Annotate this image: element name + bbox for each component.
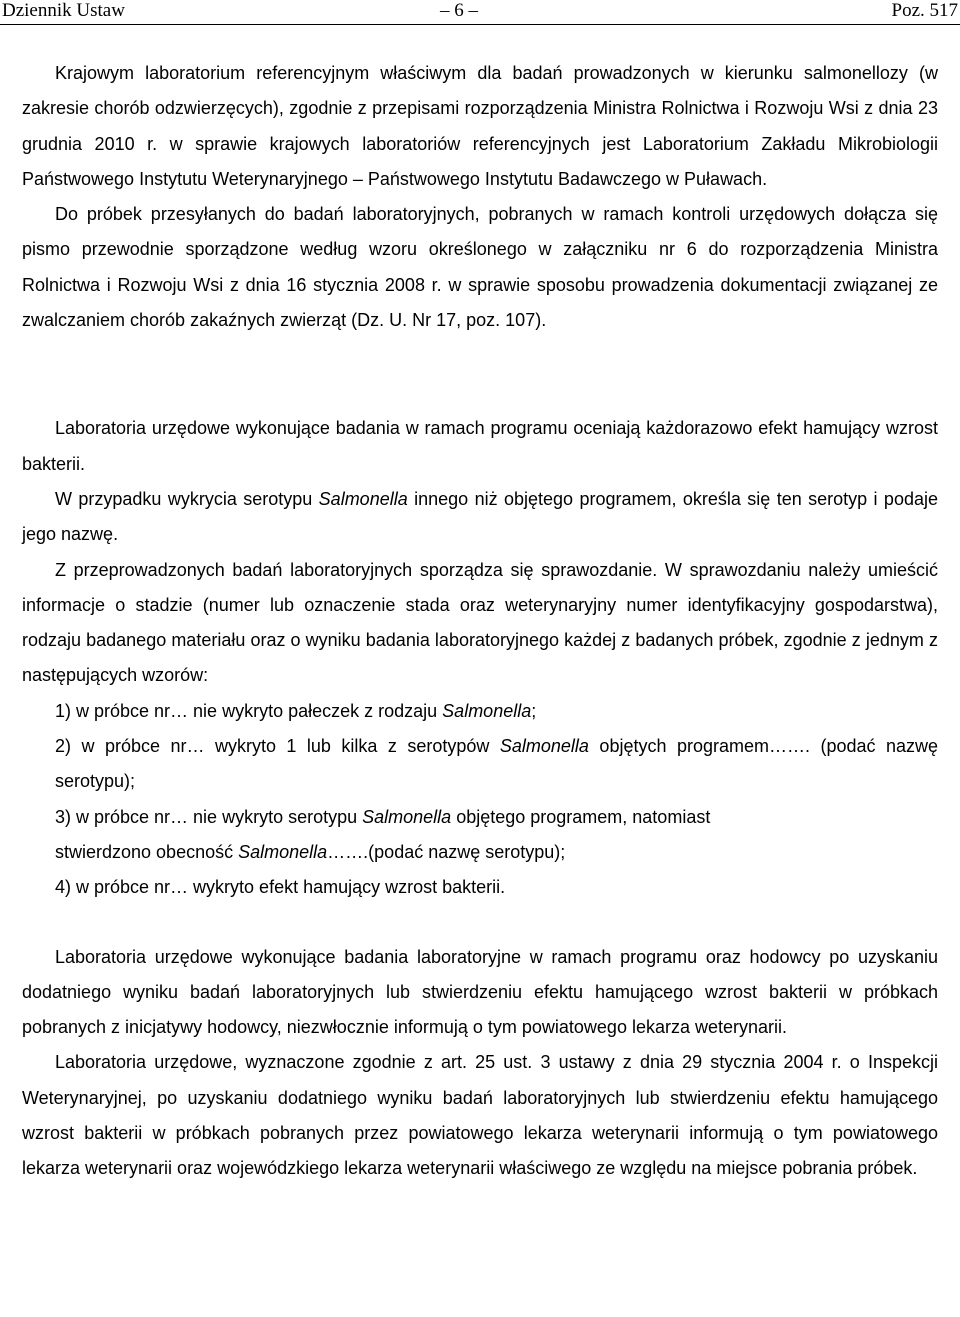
paragraph-sample-letter: Do próbek przesyłanych do badań laboratoryjnych, pobranych w ramach kontroli urzędowych dołącza się pismo przewodnie sporządzone według wzoru określonego w załączniku nr 6 do rozporządzenia Ministra Rolnictwa i Rozwoju Wsi z dnia 16 stycznia 2008 r. w sprawie sposobu prowadzenia dokumentacji związanej ze zwalczaniem chorób zakaźnych zwierząt (Dz. U. Nr 17, poz. 107). bbox=[22, 204, 938, 331]
document-body bbox=[22, 56, 938, 1187]
page-header bbox=[0, 0, 960, 25]
list-item-3-mid: objętego programem, natomiast bbox=[451, 806, 711, 827]
journal-title: Dziennik Ustaw bbox=[2, 0, 125, 21]
list-item-2-text: 2) w próbce nr… wykryto 1 lub kilka z serotypów bbox=[55, 736, 500, 757]
list-item-2 bbox=[22, 729, 938, 800]
paragraph-report: Z przeprowadzonych badań laboratoryjnych sporządza się sprawozdanie. W sprawozdaniu należy umieścić informacje o stadzie (numer lub oznaczenie stada oraz weterynaryjny numer identyfikacyjny gospodarstwa), rodzaju badanego materiału oraz o wyniku badania laboratoryjnego każdej z badanych próbek, zgodnie z jednym z następujących wzorów: bbox=[22, 559, 938, 686]
salmonella-term: Salmonella bbox=[318, 488, 408, 509]
position-number: Poz. 517 bbox=[891, 0, 958, 21]
paragraph-serotype-text-a: W przypadku wykrycia serotypu bbox=[55, 488, 319, 509]
list-item-1-text: 1) w próbce nr… nie wykryto pałeczek z rodzaju bbox=[55, 700, 443, 721]
paragraph-notification: Laboratoria urzędowe wykonujące badania laboratoryjne w ramach programu oraz hodowcy po uzyskaniu dodatniego wyniku badań laboratoryjnych lub stwierdzeniu efektu hamującego wzrost bakterii w próbkach pobranych z inicjatywy hodowcy, niezwłocznie informują o tym powiatowego lekarza weterynarii. bbox=[22, 946, 938, 1038]
salmonella-term: Salmonella bbox=[442, 700, 532, 721]
paragraph-inhibition-effect: Laboratoria urzędowe wykonujące badania w ramach programu oceniają każdorazowo efekt hamujący wzrost bakterii. bbox=[22, 418, 938, 474]
list-item-4: 4) w próbce nr… wykryto efekt hamujący wzrost bakterii. bbox=[55, 877, 506, 898]
paragraph-official-labs: Laboratoria urzędowe, wyznaczone zgodnie z art. 25 ust. 3 ustawy z dnia 29 stycznia 2004 r. o Inspekcji Weterynaryjnej, po uzyskaniu dodatniego wyniku badań laboratoryjnych lub stwierdzeniu efektu hamującego wzrost bakterii w próbkach pobranych przez powiatowego lekarza weterynarii informują o tym powiatowego lekarza weterynarii oraz wojewódzkiego lekarza weterynarii właściwego ze względu na miejsce pobrania próbek. bbox=[22, 1052, 938, 1179]
paragraph-serotype-text-b: innego niż objętego programem, określa się ten serotyp i podaje jego nazwę. bbox=[22, 488, 938, 545]
paragraph-serotype bbox=[22, 482, 938, 553]
salmonella-term: Salmonella bbox=[499, 736, 589, 757]
list-item-1-end: ; bbox=[531, 700, 537, 721]
page-number: – 6 – bbox=[440, 0, 478, 21]
list-item-3-cont-text: stwierdzono obecność bbox=[55, 841, 239, 862]
list-item-2-end: objętych programem……. (podać nazwę serotypu); bbox=[55, 736, 938, 792]
salmonella-term: Salmonella bbox=[362, 806, 452, 827]
spacer bbox=[22, 338, 938, 411]
list-item-3 bbox=[22, 800, 938, 835]
list-item-1 bbox=[22, 694, 938, 729]
spacer bbox=[22, 906, 938, 940]
paragraph-reference-lab: Krajowym laboratorium referencyjnym właściwym dla badań prowadzonych w kierunku salmonellozy (w zakresie chorób odzwierzęcych), zgodnie z przepisami rozporządzenia Ministra Rolnictwa i Rozwoju Wsi z dnia 23 grudnia 2010 r. w sprawie krajowych laboratoriów referencyjnych jest Laboratorium Zakładu Mikrobiologii Państwowego Instytutu Weterynaryjnego – Państwowego Instytutu Badawczego w Puławach. bbox=[22, 63, 938, 189]
list-item-3-end: …….(podać nazwę serotypu); bbox=[327, 841, 566, 862]
list-item-3-text: 3) w próbce nr… nie wykryto serotypu bbox=[55, 806, 363, 827]
list-item-3-continuation bbox=[22, 835, 938, 870]
salmonella-term: Salmonella bbox=[238, 841, 328, 862]
